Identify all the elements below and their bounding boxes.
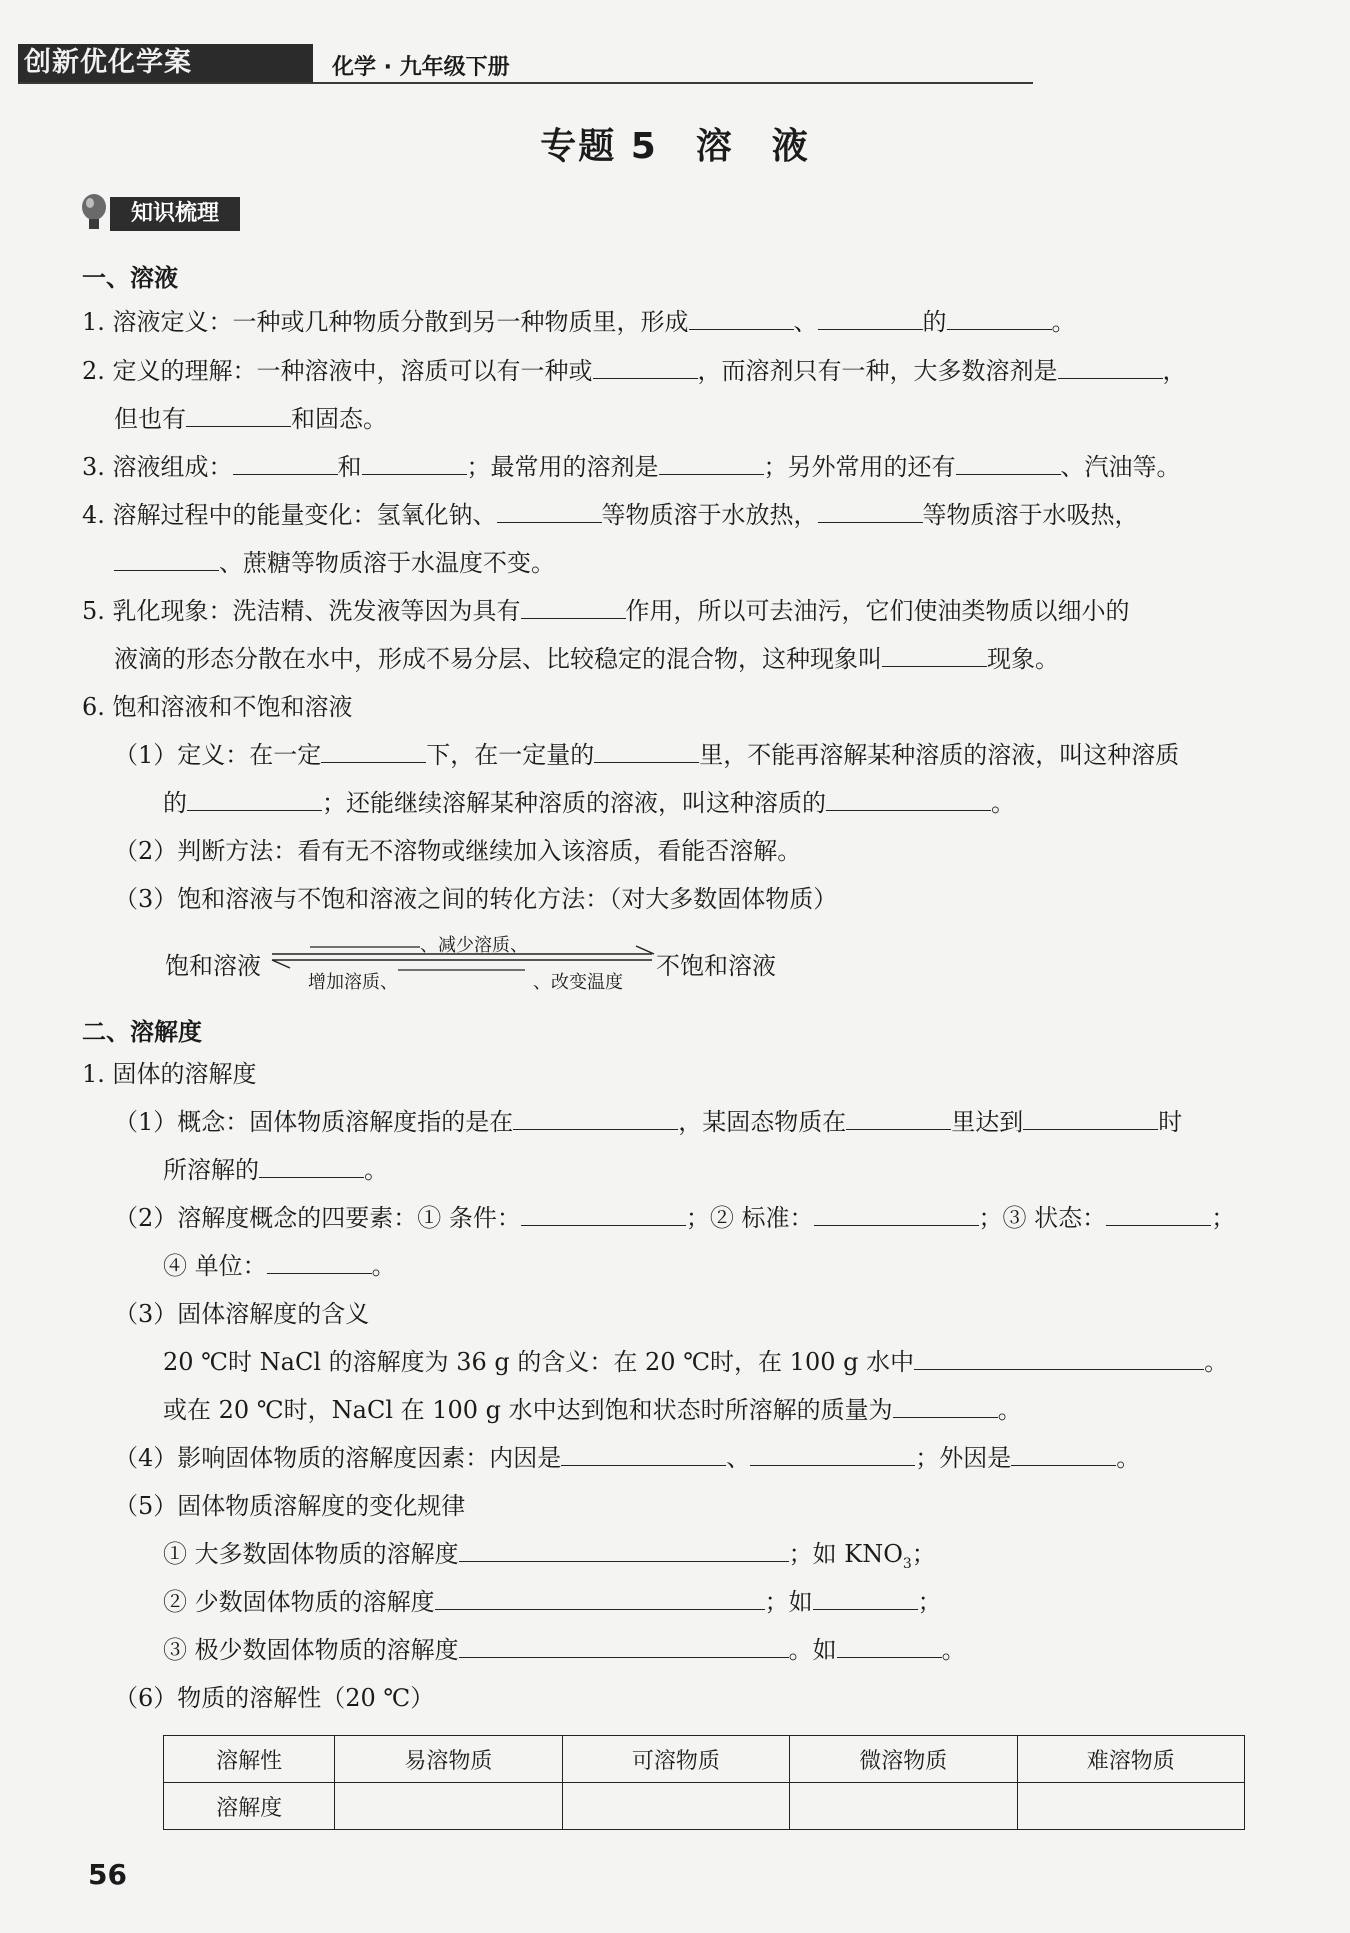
table-cell: 可溶物质 [562,1736,789,1783]
table-row [164,1783,1245,1830]
text: 的 [163,789,187,817]
s2-p2-line-b [163,1250,396,1282]
item-6-3-line: （3）饱和溶液与不饱和溶液之间的转化方法：（对大多数固体物质） [114,885,838,913]
text: ； [1211,1204,1236,1232]
blank[interactable] [459,1539,789,1562]
blank[interactable] [1106,1203,1211,1226]
text: ；如 [764,1588,813,1616]
blank[interactable] [561,1443,726,1466]
text: 、汽油等。 [1060,453,1181,481]
blank[interactable] [914,1347,1204,1370]
arrow-top-label: 、减少溶质、 [420,935,528,956]
table-cell: 溶解性 [164,1736,335,1783]
text: 但也有 [114,405,186,433]
text: ；② 标准： [685,1204,814,1232]
text: 等物质溶于水吸热， [922,501,1139,529]
blank[interactable] [513,1107,678,1130]
item-2-line [82,355,1187,387]
blank[interactable] [233,452,338,475]
solubility-table [163,1735,1245,1830]
text: 所溶解的 [163,1156,259,1184]
blank[interactable] [1023,1107,1158,1130]
text: （1）概念：固体物质溶解度指的是在 [114,1108,514,1136]
text: 下，在一定量的 [426,741,595,769]
item-5-line [82,595,1130,627]
text: 、 [726,1444,751,1472]
blank[interactable] [813,1587,918,1610]
s2-item-1-line: 1. 固体的溶解度 [82,1060,257,1088]
blank[interactable] [846,1107,951,1130]
text: ，某固态物质在 [678,1108,847,1136]
unsaturated-solution-label: 不饱和溶液 [656,952,776,980]
text: 。 [1204,1348,1229,1376]
blank[interactable] [837,1635,942,1658]
blank[interactable] [1011,1443,1116,1466]
table-header-row [164,1736,1245,1783]
text: 2. 定义的理解：一种溶液中，溶质可以有一种或 [82,357,593,385]
text: 。 [371,1252,396,1280]
blank[interactable] [659,452,764,475]
item-6-2-line: （2）判断方法：看有无不溶物或继续加入该溶质，看能否溶解。 [114,837,802,865]
text: 时 [1158,1108,1183,1136]
blank[interactable] [882,644,987,667]
blank[interactable] [826,788,991,811]
text: ，而溶剂只有一种，大多数溶剂是 [697,357,1058,385]
header-subtitle: 化学 · 九年级下册 [332,55,510,80]
text: ；另外常用的还有 [763,453,956,481]
arrow-bottom-label-1: 增加溶质、 [308,972,398,993]
item-1-line [82,306,1076,338]
text: ；③ 状态： [978,1204,1107,1232]
text: 。如 [788,1636,837,1664]
brand-logo: 创新优化学案 [24,47,192,78]
text: ， [1162,357,1187,385]
text: 4. 溶解过程中的能量变化：氢氧化钠、 [82,501,497,529]
item-6-1-line-b [163,787,1015,819]
section-heading-solution: 一、溶液 [82,264,178,292]
page-number: 56 [88,1858,127,1891]
table-answer-cell[interactable] [562,1783,789,1830]
blank[interactable] [186,404,291,427]
text: 里，不能再溶解某种溶质的溶液，叫这种溶质 [699,741,1180,769]
blank[interactable] [267,1251,372,1274]
text: 、蔗糖等物质溶于水温度不变。 [219,549,555,577]
blank[interactable] [435,1587,765,1610]
blank[interactable] [259,1155,364,1178]
s2-p2-line [114,1202,1235,1234]
text: （1）定义：在一定 [114,741,322,769]
item-4-line [82,499,1139,531]
item-3-line [82,451,1181,483]
item-6-1-line [114,739,1179,771]
text: 里达到 [951,1108,1024,1136]
page-title: 专题 5 溶 液 [540,126,810,167]
text: 。 [1116,1444,1141,1472]
item-4-line-b [114,547,555,579]
text: ③ 极少数固体物质的溶解度 [163,1636,459,1664]
section-heading-solubility: 二、溶解度 [82,1018,202,1046]
text: 。 [941,1636,966,1664]
s2-p1-line-b [163,1154,388,1186]
section-tag: 知识梳理 [110,197,240,231]
blank[interactable] [956,452,1061,475]
s2-p5b-line [163,1586,942,1618]
text: ；最常用的溶剂是 [466,453,659,481]
text: 的 [922,308,947,336]
blank[interactable] [187,788,322,811]
s2-p1-line [114,1106,1182,1138]
s2-p5-line: （5）固体物质溶解度的变化规律 [114,1492,466,1520]
text: 5. 乳化现象：洗洁精、洗发液等因为具有 [82,597,521,625]
text: 。 [1051,308,1076,336]
blank[interactable] [1058,356,1163,379]
blank[interactable] [593,356,698,379]
text: ；还能继续溶解某种溶质的溶液，叫这种溶质的 [322,789,826,817]
blank[interactable] [947,307,1052,330]
blank[interactable] [818,500,923,523]
text: 。 [991,789,1015,817]
blank[interactable] [114,548,219,571]
table-cell: 难溶物质 [1017,1736,1244,1783]
subscript: 3 [902,1555,912,1572]
text: ① 大多数固体物质的溶解度 [163,1540,459,1568]
blank[interactable] [689,307,794,330]
text: 液滴的形态分散在水中，形成不易分层、比较稳定的混合物，这种现象叫 [114,645,882,673]
saturated-solution-label: 饱和溶液 [165,952,261,980]
text: 20 ℃时 NaCl 的溶解度为 36 g 的含义：在 20 ℃时，在 100 g 水中 [163,1348,915,1376]
text: ； [917,1588,942,1616]
table-cell: 溶解度 [164,1783,335,1830]
blank[interactable] [362,452,467,475]
text: 和固态。 [291,405,387,433]
item-6-line: 6. 饱和溶液和不饱和溶液 [82,693,353,721]
s2-p4-line [114,1442,1140,1474]
text: （2）溶解度概念的四要素：① 条件： [114,1204,521,1232]
blank[interactable] [321,740,426,763]
item-5-line-b [114,643,1059,675]
text: ； [911,1540,936,1568]
table-answer-cell[interactable] [1017,1783,1244,1830]
blank[interactable] [818,307,923,330]
table-cell: 易溶物质 [335,1736,562,1783]
text: 、 [793,308,818,336]
text: 1. 溶液定义：一种或几种物质分散到另一种物质里，形成 [82,308,689,336]
arrow-bottom-label-2: 、改变温度 [533,972,623,993]
s2-p3a-line [163,1346,1228,1378]
s2-p5a-line [163,1538,936,1580]
text: ；外因是 [915,1444,1012,1472]
text: （4）影响固体物质的溶解度因素：内因是 [114,1444,562,1472]
header-rule [18,82,1033,84]
s2-p5c-line [163,1634,966,1666]
text: 3. 溶液组成： [82,453,233,481]
table-cell: 微溶物质 [790,1736,1017,1783]
item-2-line-b [114,403,387,435]
text: 或在 20 ℃时，NaCl 在 100 g 水中达到饱和状态时所溶解的质量为 [163,1396,893,1424]
lightbulb-icon [80,193,108,233]
text: ② 少数固体物质的溶解度 [163,1588,435,1616]
text: ；如 KNO [788,1540,903,1568]
text: 和 [337,453,362,481]
text: 现象。 [987,645,1059,673]
table-answer-cell[interactable] [335,1783,562,1830]
text: 等物质溶于水放热， [601,501,818,529]
text: 作用，所以可去油污，它们使油类物质以细小的 [625,597,1130,625]
blank[interactable] [459,1635,789,1658]
blank[interactable] [521,1203,686,1226]
blank[interactable] [497,500,602,523]
text: ④ 单位： [163,1252,267,1280]
blank[interactable] [814,1203,979,1226]
s2-p3b-line [163,1394,1022,1426]
table-answer-cell[interactable] [790,1783,1017,1830]
s2-p3-line: （3）固体溶解度的含义 [114,1300,370,1328]
text: 。 [364,1156,388,1184]
blank[interactable] [594,740,699,763]
blank[interactable] [750,1443,915,1466]
s2-p6-line: （6）物质的溶解性（20 ℃） [114,1684,435,1712]
blank[interactable] [521,596,626,619]
text: 。 [997,1396,1022,1424]
blank[interactable] [893,1395,998,1418]
